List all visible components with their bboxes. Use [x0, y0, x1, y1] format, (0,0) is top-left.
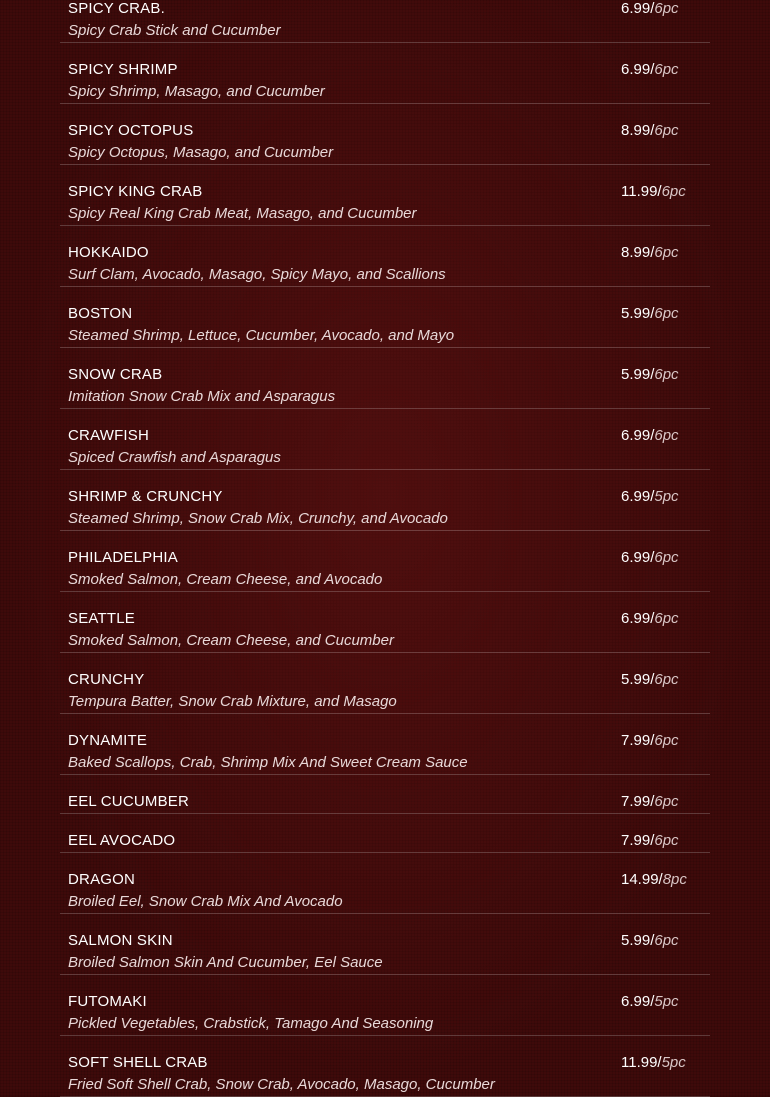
price-value: 6.99/: [621, 549, 655, 566]
item-price: [621, 732, 679, 750]
menu-item: [60, 653, 710, 714]
price-value: 6.99/: [621, 0, 655, 17]
piece-count: 5pc: [661, 1054, 686, 1071]
item-name: CRUNCHY: [68, 671, 145, 688]
item-description: Fried Soft Shell Crab, Snow Crab, Avocado, Masago, Cucumber: [68, 1076, 495, 1093]
price-value: 8.99/: [621, 122, 655, 139]
menu-item: [60, 975, 710, 1036]
menu-item: [60, 104, 710, 165]
menu-item: [60, 531, 710, 592]
item-price: [621, 793, 679, 811]
price-value: 7.99/: [621, 732, 655, 749]
price-value: 11.99/: [621, 183, 662, 200]
item-name: DRAGON: [68, 871, 136, 888]
item-name: SPICY KING CRAB: [68, 183, 203, 200]
menu-item: [60, 226, 710, 287]
item-name: SPICY OCTOPUS: [68, 122, 194, 139]
piece-count: 6pc: [654, 932, 679, 949]
menu-item: [60, 409, 710, 470]
piece-count: 6pc: [654, 244, 679, 261]
item-description: Smoked Salmon, Cream Cheese, and Cucumber: [68, 632, 394, 649]
item-price: [621, 932, 679, 950]
price-value: 6.99/: [621, 488, 655, 505]
menu-item: [60, 714, 710, 775]
menu-item: [60, 165, 710, 226]
menu-item: [60, 287, 710, 348]
item-price: [621, 1054, 686, 1072]
menu-item: [60, 43, 710, 104]
item-name: SEATTLE: [68, 610, 135, 627]
item-name: SPICY SHRIMP: [68, 61, 178, 78]
item-description: Spicy Crab Stick and Cucumber: [68, 22, 281, 39]
piece-count: 6pc: [654, 671, 679, 688]
menu-item: [60, 914, 710, 975]
piece-count: 6pc: [654, 366, 679, 383]
item-description: Spicy Octopus, Masago, and Cucumber: [68, 144, 334, 161]
item-description: Pickled Vegetables, Crabstick, Tamago And Seasoning: [68, 1015, 434, 1032]
price-value: 11.99/: [621, 1054, 662, 1071]
menu-list: [60, 0, 710, 1097]
piece-count: 5pc: [654, 488, 679, 505]
price-value: 6.99/: [621, 610, 655, 627]
price-value: 7.99/: [621, 793, 655, 810]
item-description: Broiled Salmon Skin And Cucumber, Eel Sauce: [68, 954, 383, 971]
item-price: [621, 183, 686, 201]
piece-count: 6pc: [654, 549, 679, 566]
item-name: SPICY CRAB.: [68, 0, 165, 17]
item-price: [621, 549, 679, 567]
menu-item: [60, 814, 710, 853]
item-name: SNOW CRAB: [68, 366, 163, 383]
item-price: [621, 427, 679, 445]
item-price: [621, 993, 679, 1011]
item-name: FUTOMAKI: [68, 993, 147, 1010]
piece-count: 6pc: [654, 427, 679, 444]
piece-count: 6pc: [654, 732, 679, 749]
price-value: 5.99/: [621, 932, 655, 949]
item-description: Surf Clam, Avocado, Masago, Spicy Mayo, and Scallions: [68, 266, 446, 283]
price-value: 6.99/: [621, 993, 655, 1010]
item-name: HOKKAIDO: [68, 244, 149, 261]
item-description: Smoked Salmon, Cream Cheese, and Avocado: [68, 571, 383, 588]
price-value: 7.99/: [621, 832, 655, 849]
price-value: 6.99/: [621, 61, 655, 78]
item-name: SHRIMP & CRUNCHY: [68, 488, 223, 505]
price-value: 5.99/: [621, 671, 655, 688]
piece-count: 6pc: [654, 793, 679, 810]
item-description: Baked Scallops, Crab, Shrimp Mix And Sweet Cream Sauce: [68, 754, 468, 771]
menu-item: [60, 348, 710, 409]
piece-count: 5pc: [654, 993, 679, 1010]
item-price: [621, 671, 679, 689]
price-value: 5.99/: [621, 305, 655, 322]
item-price: [621, 61, 679, 79]
item-description: Imitation Snow Crab Mix and Asparagus: [68, 388, 336, 405]
price-value: 8.99/: [621, 244, 655, 261]
item-price: [621, 832, 679, 850]
item-price: [621, 871, 687, 889]
item-description: Broiled Eel, Snow Crab Mix And Avocado: [68, 893, 343, 910]
price-value: 6.99/: [621, 427, 655, 444]
item-price: [621, 488, 679, 506]
item-price: [621, 122, 679, 140]
item-name: EEL CUCUMBER: [68, 793, 190, 810]
item-name: EEL AVOCADO: [68, 832, 176, 849]
piece-count: 6pc: [654, 305, 679, 322]
item-price: [621, 0, 679, 18]
item-price: [621, 305, 679, 323]
item-price: [621, 244, 679, 262]
piece-count: 6pc: [654, 610, 679, 627]
piece-count: 6pc: [654, 0, 679, 17]
piece-count: 6pc: [654, 832, 679, 849]
item-description: Spicy Real King Crab Meat, Masago, and Cucumber: [68, 205, 417, 222]
item-name: PHILADELPHIA: [68, 549, 178, 566]
item-description: Steamed Shrimp, Snow Crab Mix, Crunchy, and Avocado: [68, 510, 448, 527]
item-price: [621, 610, 679, 628]
item-description: Steamed Shrimp, Lettuce, Cucumber, Avocado, and Mayo: [68, 327, 455, 344]
item-description: Spicy Shrimp, Masago, and Cucumber: [68, 83, 325, 100]
menu-item: [60, 775, 710, 814]
item-name: SOFT SHELL CRAB: [68, 1054, 208, 1071]
piece-count: 8pc: [662, 871, 687, 888]
item-name: DYNAMITE: [68, 732, 148, 749]
price-value: 14.99/: [621, 871, 663, 888]
item-name: CRAWFISH: [68, 427, 150, 444]
piece-count: 6pc: [654, 61, 679, 78]
item-description: Tempura Batter, Snow Crab Mixture, and Masago: [68, 693, 397, 710]
price-value: 5.99/: [621, 366, 655, 383]
menu-item: [60, 0, 710, 43]
item-name: BOSTON: [68, 305, 133, 322]
item-price: [621, 366, 679, 384]
menu-item: [60, 470, 710, 531]
item-name: SALMON SKIN: [68, 932, 173, 949]
piece-count: 6pc: [654, 122, 679, 139]
menu-item: [60, 592, 710, 653]
item-description: Spiced Crawfish and Asparagus: [68, 449, 281, 466]
menu-item: [60, 1036, 710, 1097]
menu-item: [60, 853, 710, 914]
piece-count: 6pc: [661, 183, 686, 200]
